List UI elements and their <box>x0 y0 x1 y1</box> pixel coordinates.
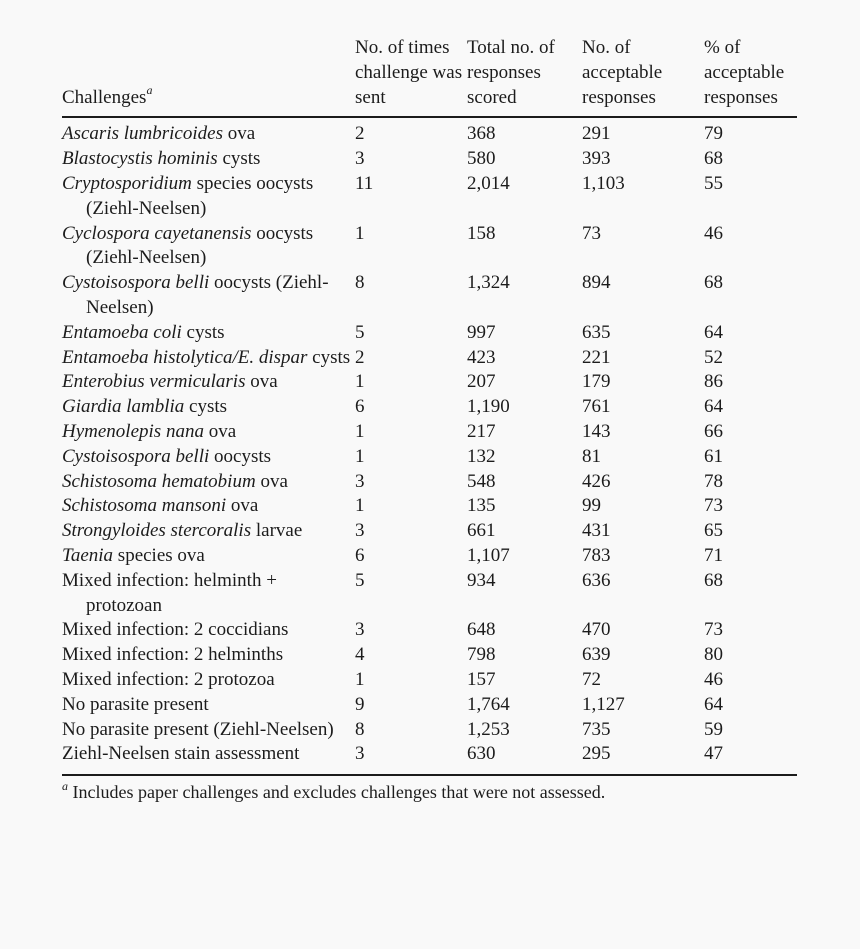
challenge-name-cell <box>62 519 355 544</box>
percent-acceptable-cell: 73 <box>704 495 723 517</box>
times-sent-cell: 2 <box>355 346 365 368</box>
challenge-name-cell <box>62 742 355 774</box>
challenge-results-table-container <box>62 36 797 804</box>
percent-acceptable-cell: 71 <box>704 544 723 566</box>
table-row <box>62 172 797 222</box>
challenge-descriptor: larvae <box>251 520 303 542</box>
challenge-name-cell <box>62 420 355 445</box>
acceptable-responses-cell: 81 <box>582 445 601 467</box>
challenge-name-cell <box>62 470 355 495</box>
times-sent-cell: 1 <box>355 222 365 244</box>
table-row <box>62 494 797 519</box>
header-percent-acceptable: % of acceptable responses <box>704 36 797 117</box>
organism-name: Entamoeba histolytica/E. dispar <box>62 346 308 368</box>
total-responses-cell: 132 <box>467 445 496 467</box>
acceptable-responses-cell: 73 <box>582 222 601 244</box>
percent-acceptable-cell: 68 <box>704 148 723 170</box>
challenge-descriptor: oocysts (Ziehl-Neelsen) <box>86 272 329 318</box>
challenge-descriptor: ova <box>226 495 259 517</box>
times-sent-cell: 1 <box>355 495 365 517</box>
organism-name: Taenia <box>62 544 114 566</box>
organism-name: Blastocystis hominis <box>62 148 218 170</box>
challenge-name-cell <box>62 569 355 619</box>
percent-acceptable-cell: 64 <box>704 693 723 715</box>
total-responses-cell: 207 <box>467 371 496 393</box>
header-footnote-marker: a <box>146 82 153 97</box>
challenge-name-cell <box>62 618 355 643</box>
table-body <box>62 117 797 774</box>
challenge-descriptor: Mixed infection: 2 protozoa <box>62 668 275 690</box>
table-row <box>62 569 797 619</box>
footnote-text: Includes paper challenges and excludes challenges that were not assessed. <box>68 782 606 803</box>
table-row <box>62 147 797 172</box>
acceptable-responses-cell: 735 <box>582 718 611 740</box>
total-responses-cell: 135 <box>467 495 496 517</box>
challenge-descriptor: No parasite present <box>62 693 209 715</box>
times-sent-cell: 3 <box>355 743 365 765</box>
table-row <box>62 618 797 643</box>
total-responses-cell: 423 <box>467 346 496 368</box>
organism-name: Cyclospora cayetanensis <box>62 222 252 244</box>
table-row <box>62 445 797 470</box>
challenge-name-cell <box>62 643 355 668</box>
challenge-descriptor: oocysts <box>209 445 272 467</box>
challenge-descriptor: Ziehl-Neelsen stain assessment <box>62 743 300 765</box>
times-sent-cell: 5 <box>355 321 365 343</box>
percent-acceptable-cell: 66 <box>704 420 723 442</box>
total-responses-cell: 1,107 <box>467 544 510 566</box>
times-sent-cell: 8 <box>355 718 365 740</box>
organism-name: Giardia lamblia <box>62 396 185 418</box>
acceptable-responses-cell: 99 <box>582 495 601 517</box>
table-row <box>62 693 797 718</box>
table-row <box>62 519 797 544</box>
percent-acceptable-cell: 64 <box>704 321 723 343</box>
total-responses-cell: 1,324 <box>467 272 510 294</box>
acceptable-responses-cell: 470 <box>582 619 611 641</box>
table-row <box>62 470 797 495</box>
times-sent-cell: 1 <box>355 445 365 467</box>
challenge-descriptor: ova <box>203 420 237 442</box>
challenge-name-cell <box>62 668 355 693</box>
percent-acceptable-cell: 59 <box>704 718 723 740</box>
total-responses-cell: 217 <box>467 420 496 442</box>
acceptable-responses-cell: 295 <box>582 743 611 765</box>
challenge-descriptor: cysts <box>307 346 351 368</box>
table-row <box>62 395 797 420</box>
challenge-name-cell <box>62 494 355 519</box>
acceptable-responses-cell: 635 <box>582 321 611 343</box>
percent-acceptable-cell: 52 <box>704 346 723 368</box>
acceptable-responses-cell: 761 <box>582 396 611 418</box>
total-responses-cell: 630 <box>467 743 496 765</box>
table-row <box>62 321 797 346</box>
header-times-sent: No. of times challenge was sent <box>355 36 467 117</box>
challenge-descriptor: Mixed infection: helminth + protozoan <box>62 569 277 616</box>
times-sent-cell: 11 <box>355 172 374 194</box>
challenge-name-cell <box>62 321 355 346</box>
organism-name: Entamoeba coli <box>62 321 182 343</box>
percent-acceptable-cell: 78 <box>704 470 723 492</box>
challenge-name-cell <box>62 117 355 147</box>
challenge-descriptor: ova <box>255 470 288 492</box>
acceptable-responses-cell: 179 <box>582 371 611 393</box>
table-bottom-rule <box>62 774 797 776</box>
organism-name: Ascaris lumbricoides <box>62 123 223 145</box>
total-responses-cell: 661 <box>467 520 496 542</box>
challenge-descriptor: species oocysts (Ziehl-Neelsen) <box>86 172 314 219</box>
acceptable-responses-cell: 1,103 <box>582 172 625 194</box>
challenge-descriptor: cysts <box>181 321 225 343</box>
total-responses-cell: 648 <box>467 619 496 641</box>
header-total-responses: Total no. of responses scored <box>467 36 582 117</box>
times-sent-cell: 2 <box>355 123 365 145</box>
percent-acceptable-cell: 68 <box>704 272 723 294</box>
percent-acceptable-cell: 46 <box>704 222 723 244</box>
challenge-name-cell <box>62 445 355 470</box>
acceptable-responses-cell: 426 <box>582 470 611 492</box>
percent-acceptable-cell: 68 <box>704 569 723 591</box>
times-sent-cell: 9 <box>355 693 365 715</box>
challenge-descriptor: species ova <box>113 544 205 566</box>
table-row <box>62 742 797 774</box>
total-responses-cell: 1,190 <box>467 396 510 418</box>
organism-name: Strongyloides stercoralis <box>62 520 252 542</box>
times-sent-cell: 1 <box>355 668 365 690</box>
organism-name: Hymenolepis nana <box>62 420 204 442</box>
total-responses-cell: 934 <box>467 569 496 591</box>
total-responses-cell: 997 <box>467 321 496 343</box>
percent-acceptable-cell: 86 <box>704 371 723 393</box>
acceptable-responses-cell: 221 <box>582 346 611 368</box>
header-row <box>62 36 797 117</box>
challenge-name-cell <box>62 370 355 395</box>
organism-name: Cystoisospora belli <box>62 272 210 294</box>
challenge-name-cell <box>62 172 355 222</box>
table-header <box>62 36 797 117</box>
acceptable-responses-cell: 783 <box>582 544 611 566</box>
organism-name: Cystoisospora belli <box>62 445 210 467</box>
total-responses-cell: 798 <box>467 644 496 666</box>
percent-acceptable-cell: 80 <box>704 644 723 666</box>
table-row <box>62 346 797 371</box>
total-responses-cell: 158 <box>467 222 496 244</box>
times-sent-cell: 3 <box>355 619 365 641</box>
percent-acceptable-cell: 46 <box>704 668 723 690</box>
times-sent-cell: 4 <box>355 644 365 666</box>
acceptable-responses-cell: 72 <box>582 668 601 690</box>
challenge-descriptor: cysts <box>217 148 261 170</box>
acceptable-responses-cell: 291 <box>582 123 611 145</box>
challenge-descriptor: oocysts (Ziehl-Neelsen) <box>86 222 314 269</box>
total-responses-cell: 548 <box>467 470 496 492</box>
percent-acceptable-cell: 64 <box>704 396 723 418</box>
table-row <box>62 544 797 569</box>
total-responses-cell: 368 <box>467 123 496 145</box>
table-row <box>62 643 797 668</box>
challenge-descriptor: Mixed infection: 2 helminths <box>62 644 284 666</box>
times-sent-cell: 8 <box>355 272 365 294</box>
total-responses-cell: 580 <box>467 148 496 170</box>
percent-acceptable-cell: 47 <box>704 743 723 765</box>
times-sent-cell: 3 <box>355 520 365 542</box>
table-row <box>62 718 797 743</box>
acceptable-responses-cell: 143 <box>582 420 611 442</box>
percent-acceptable-cell: 61 <box>704 445 723 467</box>
total-responses-cell: 2,014 <box>467 172 510 194</box>
challenge-name-cell <box>62 693 355 718</box>
organism-name: Cryptosporidium <box>62 172 192 194</box>
acceptable-responses-cell: 1,127 <box>582 693 625 715</box>
header-challenges: Challenges$^a$ <box>62 36 355 117</box>
times-sent-cell: 1 <box>355 371 365 393</box>
acceptable-responses-cell: 639 <box>582 644 611 666</box>
header-acceptable-responses: No. of acceptable responses <box>582 36 704 117</box>
challenge-name-cell <box>62 271 355 321</box>
challenge-descriptor: cysts <box>184 396 228 418</box>
challenge-name-cell <box>62 395 355 420</box>
footnote-marker: a <box>62 779 68 794</box>
challenge-descriptor: ova <box>222 123 256 145</box>
challenge-name-cell <box>62 346 355 371</box>
challenge-name-cell <box>62 222 355 272</box>
percent-acceptable-cell: 73 <box>704 619 723 641</box>
challenge-name-cell <box>62 147 355 172</box>
times-sent-cell: 1 <box>355 420 365 442</box>
percent-acceptable-cell: 65 <box>704 520 723 542</box>
times-sent-cell: 3 <box>355 148 365 170</box>
total-responses-cell: 157 <box>467 668 496 690</box>
challenge-name-cell <box>62 544 355 569</box>
acceptable-responses-cell: 894 <box>582 272 611 294</box>
organism-name: Schistosoma hematobium <box>62 470 256 492</box>
times-sent-cell: 3 <box>355 470 365 492</box>
total-responses-cell: 1,764 <box>467 693 510 715</box>
organism-name: Schistosoma mansoni <box>62 495 227 517</box>
times-sent-cell: 6 <box>355 544 365 566</box>
challenge-descriptor: ova <box>245 371 278 393</box>
table-row <box>62 222 797 272</box>
challenge-results-table <box>62 36 797 774</box>
times-sent-cell: 5 <box>355 569 365 591</box>
table-row <box>62 117 797 147</box>
percent-acceptable-cell: 79 <box>704 123 723 145</box>
table-footnote <box>62 780 797 804</box>
table-row <box>62 271 797 321</box>
challenge-descriptor: Mixed infection: 2 coccidians <box>62 619 289 641</box>
challenge-descriptor: No parasite present (Ziehl-Neelsen) <box>62 718 334 740</box>
acceptable-responses-cell: 393 <box>582 148 611 170</box>
times-sent-cell: 6 <box>355 396 365 418</box>
table-row <box>62 668 797 693</box>
table-row <box>62 370 797 395</box>
acceptable-responses-cell: 636 <box>582 569 611 591</box>
percent-acceptable-cell: 55 <box>704 172 723 194</box>
table-row <box>62 420 797 445</box>
challenge-name-cell <box>62 718 355 743</box>
total-responses-cell: 1,253 <box>467 718 510 740</box>
acceptable-responses-cell: 431 <box>582 520 611 542</box>
organism-name: Enterobius vermicularis <box>62 371 246 393</box>
